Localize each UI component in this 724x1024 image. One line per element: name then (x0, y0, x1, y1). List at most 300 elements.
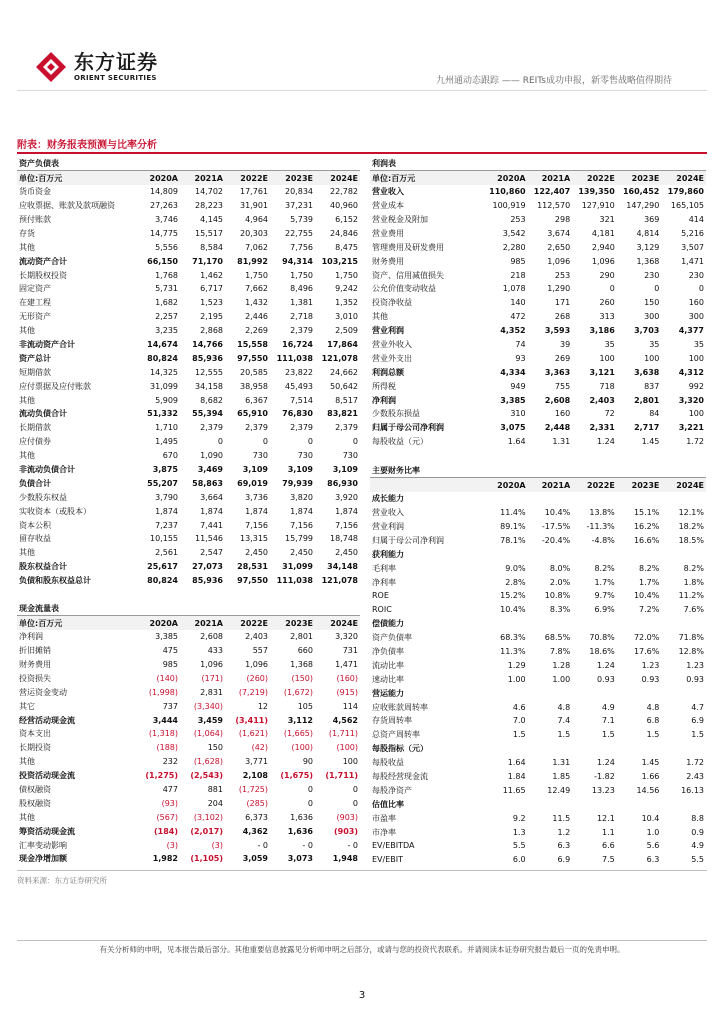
cell-value: (188) (156, 743, 178, 753)
cell-value: (1,672) (283, 687, 313, 697)
cell-value: 557 (252, 646, 268, 656)
cell-value: 1.72 (686, 758, 704, 768)
header-divider (17, 90, 707, 91)
table-row (370, 783, 706, 797)
cell-value: 4,352 (500, 326, 526, 336)
cell-value: 0 (217, 437, 223, 447)
cell-value: 4.9 (691, 841, 704, 851)
cell-value: 1,471 (335, 660, 358, 669)
cell-value (528, 742, 573, 756)
cell-value: 1,090 (200, 451, 223, 461)
cell-value: 5,909 (155, 395, 178, 405)
row-label: 投资净收益 (372, 298, 412, 308)
unit-label (370, 478, 483, 492)
year-header: 2024E (315, 616, 360, 630)
row-label: 每股经营现金流 (372, 772, 428, 782)
table-title: 资产负债表 (17, 157, 360, 171)
cell-value: 1.24 (596, 660, 615, 670)
row-label: ROE (372, 591, 389, 601)
cell-value: 1,710 (155, 423, 178, 433)
cell-value: 2,379 (200, 423, 223, 433)
cell-value: 160,452 (622, 187, 660, 197)
row-label: 偿债能力 (372, 619, 404, 629)
cell-value: 4,181 (591, 228, 615, 238)
cell-value: 11.2% (678, 591, 704, 601)
cell-value: 1.45 (641, 437, 660, 447)
cell-value: 7.0 (512, 716, 526, 726)
cell-value: 68.3% (500, 633, 526, 643)
cell-value: 1.5 (646, 730, 660, 740)
table-row (370, 714, 706, 728)
source-divider (17, 870, 707, 871)
section-title: 附表：财务报表预测与比率分析 (17, 140, 157, 151)
table-row (17, 240, 360, 254)
row-label: 营运资金变动 (19, 687, 67, 697)
cell-value: -20.4% (541, 535, 571, 545)
cell-value (483, 742, 528, 756)
cell-value: 230 (644, 270, 660, 280)
year-header: 2022E (572, 171, 617, 185)
cell-value (572, 492, 617, 506)
cell-value: 2,446 (245, 312, 268, 322)
cell-value: 5,556 (155, 242, 178, 252)
cell-value: 2,379 (245, 423, 268, 433)
year-header: 2022E (225, 171, 270, 185)
row-label: 存货周转率 (372, 716, 412, 726)
cell-value: 4,334 (500, 367, 526, 377)
table-row (370, 811, 706, 825)
cell-value: 69,019 (237, 478, 268, 488)
cell-value: 1,078 (502, 284, 526, 294)
cell-value: 15.1% (633, 508, 660, 518)
cell-value: 6.6 (602, 841, 615, 851)
table-row (370, 728, 706, 742)
cell-value: 2.8% (505, 577, 526, 587)
cell-value: 2,448 (544, 423, 571, 433)
cell-value: 38,958 (240, 381, 268, 391)
cell-value: 949 (510, 381, 526, 391)
cell-value: 269 (554, 353, 571, 363)
cell-value: 8,475 (335, 242, 358, 252)
cell-value: 12.49 (547, 785, 571, 795)
cell-value (572, 617, 617, 631)
cell-value: 27,263 (150, 201, 178, 211)
cell-value: 1,768 (155, 270, 178, 280)
cell-value: 31,099 (282, 562, 313, 572)
table-row (17, 546, 360, 560)
year-header: 2023E (617, 478, 662, 492)
cell-value: 1,290 (547, 284, 571, 294)
row-label: 营业外收入 (372, 340, 412, 350)
cell-value: 0 (352, 785, 358, 795)
cell-value: 7,237 (155, 520, 178, 530)
cell-value: 17,864 (327, 340, 358, 350)
cell-value (661, 797, 706, 811)
cell-value: 2,403 (589, 395, 615, 405)
cell-value: 2,331 (589, 423, 615, 433)
cell-value: 300 (688, 312, 704, 322)
section-divider (17, 152, 707, 154)
cell-value: 85,936 (192, 353, 223, 363)
cell-value: 3,075 (500, 423, 526, 433)
cell-value: 179,860 (667, 187, 704, 197)
cell-value: 730 (252, 451, 268, 461)
table-row (17, 838, 360, 852)
cell-value: 6.9 (557, 855, 571, 865)
cell-value: 85,936 (192, 576, 223, 586)
cell-value: (915) (336, 687, 358, 697)
cell-value: 10,155 (150, 534, 178, 544)
cell-value: 7.5 (602, 855, 615, 865)
row-label: 所得税 (372, 381, 396, 391)
cell-value (661, 742, 706, 756)
cell-value: 7.4 (557, 716, 571, 726)
cell-value: 79,939 (282, 478, 313, 488)
cell-value: 1.5 (602, 730, 615, 740)
cell-value: 1,948 (332, 854, 358, 864)
table-row (370, 575, 706, 589)
cell-value: 122,407 (533, 187, 571, 197)
cell-value: 3,109 (242, 465, 268, 475)
row-label: 预付账款 (19, 215, 51, 224)
row-label: 少数股东权益 (19, 492, 67, 502)
cell-value: 81,992 (237, 256, 268, 266)
cell-value: 3,121 (589, 367, 615, 377)
cell-value: 3,820 (290, 492, 313, 502)
row-label: 其它 (19, 701, 35, 711)
cell-value: - 0 (257, 840, 268, 850)
cell-value: 55,207 (147, 478, 178, 488)
cell-value: (1,675) (280, 771, 313, 781)
cell-value (617, 742, 662, 756)
year-header: 2020A (135, 616, 180, 630)
table-row (17, 671, 360, 685)
table-row (370, 700, 706, 714)
cell-value: 1.24 (596, 758, 615, 768)
cell-value: 755 (554, 381, 571, 391)
cell-value: 1.0 (646, 827, 660, 837)
row-label: 净利润 (372, 395, 396, 405)
cell-value: 58,863 (192, 478, 223, 488)
cell-value: 12.8% (678, 647, 704, 657)
cell-value: 6,152 (335, 215, 358, 224)
cell-value: 2,547 (200, 548, 223, 558)
cell-value: 8.0% (549, 563, 571, 573)
cell-value: 1,471 (681, 256, 704, 266)
table-row (370, 617, 706, 631)
cell-value: 3,010 (335, 312, 358, 322)
cell-value (483, 686, 528, 700)
cell-value: (285) (246, 798, 268, 808)
cell-value: 35 (693, 340, 704, 350)
cell-value: 12.1 (596, 813, 615, 823)
row-label: 其他 (19, 757, 35, 767)
cell-value: 84 (649, 409, 660, 419)
table-row (17, 574, 360, 588)
year-header: 2020A (135, 171, 180, 185)
cell-value: 218 (510, 270, 526, 280)
row-label: 财务费用 (19, 660, 51, 669)
cell-value: 2,379 (335, 423, 358, 433)
row-label: 营业费用 (372, 228, 404, 238)
cell-value: 7,514 (290, 395, 313, 405)
cell-value: (1,665) (283, 729, 313, 739)
row-label: 总资产周转率 (372, 730, 420, 740)
cell-value: 1.66 (641, 772, 660, 782)
row-label: 投资活动现金流 (19, 771, 75, 781)
cell-value: 80,824 (147, 576, 178, 586)
cell-value: 6,717 (200, 284, 223, 294)
cell-value: (3) (166, 840, 178, 850)
cell-value: 111,038 (276, 353, 313, 363)
cell-value: 11.3% (500, 647, 526, 657)
table-row (17, 226, 360, 240)
table-row (17, 644, 360, 658)
cell-value: 39 (560, 340, 571, 350)
table-row (370, 492, 706, 506)
cell-value: 1.24 (596, 437, 615, 447)
cell-value: 24,846 (330, 228, 358, 238)
cell-value: 1.00 (552, 674, 571, 684)
cell-value: 1.5 (557, 730, 571, 740)
row-label: 应付票据及应付账款 (19, 381, 91, 391)
table-title: 主要财务比率 (370, 464, 706, 478)
row-label: 其他 (19, 395, 35, 405)
row-label: 其他 (19, 812, 35, 822)
cell-value: 1,352 (335, 298, 358, 308)
cell-value: 28,223 (195, 201, 223, 211)
year-header: 2021A (528, 171, 573, 185)
cell-value: 3,771 (245, 757, 268, 767)
cell-value: 70.8% (589, 633, 615, 643)
cell-value: 3,235 (155, 326, 178, 336)
table-row (17, 532, 360, 546)
row-label: 其他 (19, 548, 35, 558)
row-label: 其他 (19, 451, 35, 461)
cell-value (572, 686, 617, 700)
cell-value: 0 (609, 284, 615, 294)
cell-value: 2,195 (200, 312, 223, 322)
cell-value: 3,059 (242, 854, 268, 864)
cell-value: 2,379 (290, 423, 313, 433)
year-header: 2024E (315, 171, 360, 185)
row-label: 净利率 (372, 577, 396, 587)
cell-value: (1,275) (145, 771, 178, 781)
cell-value: 2,280 (502, 242, 526, 252)
cell-value: (2,017) (190, 826, 223, 836)
cell-value: 2,801 (634, 395, 660, 405)
table-row (17, 476, 360, 490)
cell-value: 837 (644, 381, 660, 391)
row-label: 长期借款 (19, 423, 51, 433)
cell-value: 12,555 (195, 367, 223, 377)
cell-value: 230 (688, 270, 704, 280)
cell-value: 14,674 (147, 340, 178, 350)
cell-value: 3,703 (634, 326, 660, 336)
cell-value: 14.56 (636, 785, 660, 795)
cell-value: 7.6% (683, 605, 704, 615)
row-label: 负债合计 (19, 478, 51, 488)
table-row (370, 379, 706, 393)
cell-value: 71.8% (678, 633, 704, 643)
cell-value: 5.5 (512, 841, 526, 851)
cell-value: 35 (649, 340, 660, 350)
cell-value: 1.00 (507, 674, 526, 684)
cell-value: 28,531 (237, 562, 268, 572)
cell-value: 3,736 (245, 492, 268, 502)
cell-value: 2,801 (290, 632, 313, 642)
cell-value: 100 (342, 757, 358, 767)
cell-value: 22,755 (285, 228, 313, 238)
table-row (17, 783, 360, 797)
row-label: 市净率 (372, 827, 396, 837)
cell-value: 35 (604, 340, 615, 350)
cell-value: 114 (342, 701, 358, 711)
cell-value: 3,875 (152, 465, 178, 475)
cell-value: (3) (211, 840, 223, 850)
cell-value: 8.2% (639, 563, 660, 573)
row-label: 应收票据、账款及款项融资 (19, 201, 115, 211)
row-label: 公允价值变动收益 (372, 284, 436, 294)
row-label: 资产、信用减值损失 (372, 270, 444, 280)
table-row (17, 393, 360, 407)
table-row (17, 421, 360, 435)
cell-value: 881 (207, 785, 223, 795)
cell-value: (3,102) (193, 812, 223, 822)
table-row (370, 672, 706, 686)
cell-value: 1,096 (591, 256, 615, 266)
cell-value: 112,570 (537, 201, 571, 211)
cell-value: 2,868 (200, 326, 223, 336)
cell-value: 16,724 (282, 340, 313, 350)
cash-flow-table (17, 602, 360, 866)
cell-value: 730 (297, 451, 313, 461)
row-label: 留存收益 (19, 534, 51, 544)
cell-value: 6.0 (512, 855, 526, 865)
table-row (17, 713, 360, 727)
row-label: 营业利润 (372, 522, 404, 531)
row-label: 获利能力 (372, 549, 404, 559)
table-row (370, 268, 706, 282)
row-label: 资本公积 (19, 520, 51, 530)
cell-value: 12 (257, 701, 268, 711)
cell-value: 2,403 (245, 632, 268, 642)
cell-value: 4,562 (332, 715, 358, 725)
cell-value (617, 686, 662, 700)
table-row (370, 421, 706, 435)
cell-value: 1.5 (512, 730, 526, 740)
cell-value: 718 (599, 381, 615, 391)
cell-value: 3,593 (544, 326, 571, 336)
table-row (17, 810, 360, 824)
cell-value: 985 (162, 660, 178, 669)
cell-value: 5.6 (646, 841, 660, 851)
cell-value: 7,662 (245, 284, 268, 294)
cell-value (483, 492, 528, 506)
cell-value: 1.31 (552, 758, 571, 768)
cell-value: 660 (297, 646, 313, 656)
cell-value: 0.93 (596, 674, 615, 684)
cell-value: 1,523 (200, 298, 223, 308)
cell-value: 992 (688, 381, 704, 391)
cell-value: 74 (515, 340, 526, 350)
cell-value: 2,831 (200, 687, 223, 697)
cell-value: 1.64 (507, 758, 526, 768)
cell-value: 14,775 (150, 228, 178, 238)
table-row (370, 797, 706, 811)
cell-value: 17.6% (633, 647, 660, 657)
cell-value: 2,608 (544, 395, 571, 405)
cell-value: 1,874 (335, 506, 358, 516)
cell-value: 3,129 (636, 242, 660, 252)
cell-value: 253 (510, 215, 526, 224)
cell-value (483, 617, 528, 631)
table-row (370, 756, 706, 770)
cell-value: 321 (599, 215, 615, 224)
cell-value: 127,910 (581, 201, 615, 211)
cell-value: (7,219) (238, 687, 268, 697)
cell-value: 160 (688, 298, 704, 308)
cell-value: 140 (510, 298, 526, 308)
table-row (17, 199, 360, 213)
cell-value: 0 (262, 437, 268, 447)
cell-value: (42) (251, 743, 268, 753)
cell-value: 3,507 (681, 242, 704, 252)
cell-value: 89.1% (500, 522, 526, 531)
cell-value: 11.65 (502, 785, 526, 795)
cell-value: 0 (698, 284, 704, 294)
cell-value: 2,608 (200, 632, 223, 642)
cell-value: 2.43 (686, 772, 704, 782)
table-row (370, 686, 706, 700)
row-label: 非流动资产合计 (19, 340, 75, 350)
cell-value (528, 686, 573, 700)
disclaimer-footer: 有关分析师的申明，见本报告最后部分。其他重要信息披露见分析师申明之后部分，或请与您的投资代表联系。并请阅读本证券研究报告最后一页的免责申明。 (99, 945, 625, 954)
cell-value: 7,441 (200, 520, 223, 530)
unit-label: 单位:百万元 (17, 171, 135, 185)
cell-value: (1,711) (325, 771, 358, 781)
cell-value: 171 (554, 298, 571, 308)
row-label: 现金净增加额 (19, 854, 67, 864)
cell-value: 8,496 (290, 284, 313, 294)
cell-value: 1,874 (200, 506, 223, 516)
cell-value: 65,910 (237, 409, 268, 419)
table-row (17, 685, 360, 699)
row-label: 折旧摊销 (19, 646, 51, 656)
cell-value: 80,824 (147, 353, 178, 363)
cell-value: 4.8 (557, 702, 571, 712)
cell-value: -1.82 (594, 772, 615, 782)
year-header: 2021A (528, 478, 573, 492)
cell-value: 86,930 (327, 478, 358, 488)
row-label: 流动比率 (372, 660, 404, 670)
cell-value: 7,062 (245, 242, 268, 252)
table-row (17, 365, 360, 379)
cell-value: 66,150 (147, 256, 178, 266)
cell-value: (100) (336, 743, 358, 753)
table-row (17, 213, 360, 227)
table-row (17, 254, 360, 268)
cell-value: 3,542 (502, 228, 526, 238)
cell-value: 4,964 (245, 215, 268, 224)
cell-value: 6.9 (691, 716, 704, 726)
cell-value: 11,546 (195, 534, 223, 544)
cell-value: 1,750 (290, 270, 313, 280)
cell-value: 985 (510, 256, 526, 266)
row-label: 投资损失 (19, 673, 51, 683)
cell-value: 94,314 (282, 256, 313, 266)
cell-value: 5,739 (290, 215, 313, 224)
